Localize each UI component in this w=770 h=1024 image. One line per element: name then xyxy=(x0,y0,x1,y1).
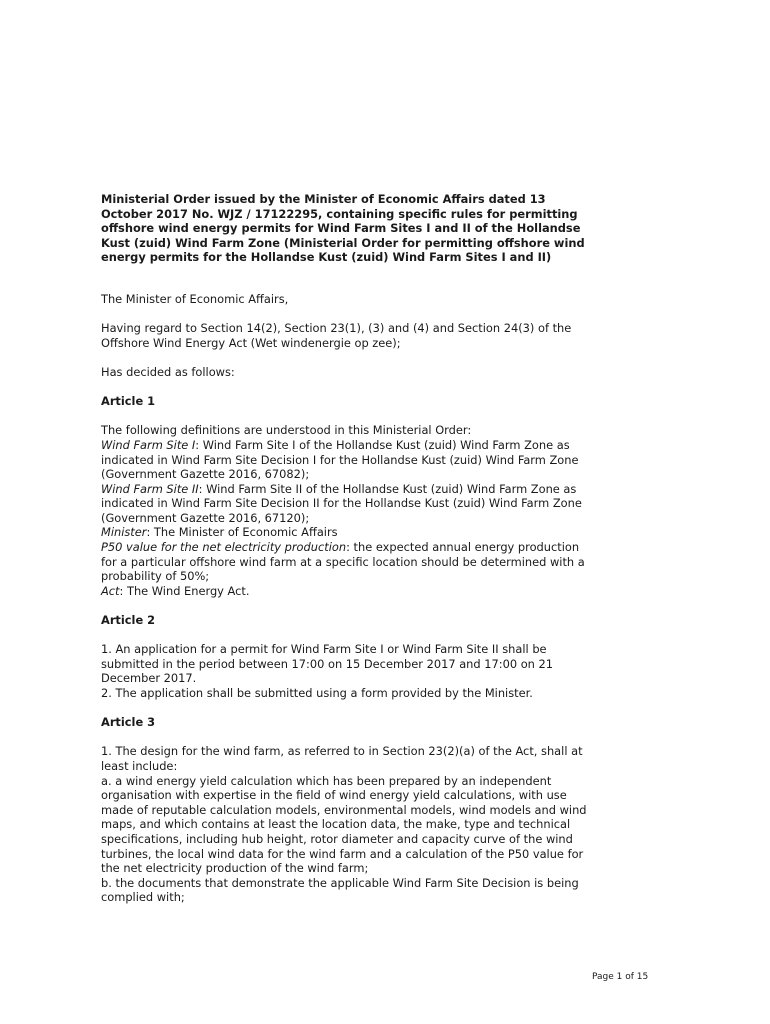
definition-item xyxy=(101,540,596,584)
definition-item xyxy=(101,525,596,540)
definition-term: Minister xyxy=(101,525,147,540)
definition-term: P50 value for the net electricity production xyxy=(101,540,347,555)
article-3-paragraph-1: 1. The design for the wind farm, as referred to in Section 23(2)(a) of the Act, shall at least include: xyxy=(101,744,583,773)
definition-item xyxy=(101,584,596,599)
article-1-definitions xyxy=(101,423,596,598)
document-body xyxy=(101,192,596,920)
article-2-paragraph-1: 1. An application for a permit for Wind Farm Site I or Wind Farm Site II shall be submitted in the period between 17:00 on 15 December 2017 and 17:00 on 21 December 2017. xyxy=(101,642,554,686)
intro-regard: Having regard to Section 14(2), Section 23(1), (3) and (4) and Section 24(3) of the Offshore Wind Energy Act (Wet windenergie op zee); xyxy=(101,321,572,350)
definition-text: : Wind Farm Site I of the Hollandse Kust (zuid) Wind Farm Zone as indicated in Wind Farm Site Decision I for the Hollandse Kust (zuid) Wind Farm Zone (Government Gazette 2016, 67082); xyxy=(101,437,579,482)
definition-text: : The Wind Energy Act. xyxy=(119,583,250,598)
definitions-lead: The following definitions are understood in this Ministerial Order: xyxy=(101,423,472,438)
document-title: Ministerial Order issued by the Minister of Economic Affairs dated 13 October 2017 No. WJZ / 17122295, containing specific rules for permitting offshore wind energy permits for Wind Farm Sites I and II of the Hollandse Kust (zuid) Wind Farm Zone (Ministerial Order for permitting offshore wind energy permits for the Hollandse Kust (zuid) Wind Farm Sites I and II) xyxy=(101,192,585,265)
article-3-item-a: a. a wind energy yield calculation which has been prepared by an independent organisation with expertise in the field of wind energy yield calculations, with use made of reputable calculation models, environmental models, wind models and wind maps, and which contains at least the location data, the make, type and technical specifications, including hub height, rotor diameter and capacity curve of the wind turbines, the local wind data for the wind farm and a calculation of the P50 value for the net electricity production of the wind farm; xyxy=(101,773,587,876)
definition-text: : The Minister of Economic Affairs xyxy=(146,525,338,540)
page-number: Page 1 of 15 xyxy=(592,972,649,982)
article-2-heading: Article 2 xyxy=(101,613,156,628)
definition-term: Act xyxy=(101,583,120,598)
definition-term: Wind Farm Site I xyxy=(101,437,196,452)
definition-text: : Wind Farm Site II of the Hollandse Kust (zuid) Wind Farm Zone as indicated in Wind Farm Site Decision II for the Hollandse Kust (zuid) Wind Farm Zone (Government Gazette 2016, 67120); xyxy=(101,481,582,525)
definition-term: Wind Farm Site II xyxy=(101,481,199,496)
article-2-paragraph-2: 2. The application shall be submitted using a form provided by the Minister. xyxy=(101,686,533,700)
article-3-heading: Article 3 xyxy=(101,715,156,730)
intro-decided: Has decided as follows: xyxy=(101,364,235,379)
article-3-item-b: b. the documents that demonstrate the applicable Wind Farm Site Decision is being complied with; xyxy=(101,875,579,905)
article-1-heading: Article 1 xyxy=(101,394,156,409)
article-2-body xyxy=(101,642,596,700)
article-3-body xyxy=(101,744,596,905)
definition-item xyxy=(101,438,596,482)
definition-item xyxy=(101,482,596,526)
intro-minister: The Minister of Economic Affairs, xyxy=(101,291,289,306)
definition-text: : the expected annual energy production for a particular offshore wind farm at a specific location should be determined with a probability of 50%; xyxy=(101,540,585,584)
